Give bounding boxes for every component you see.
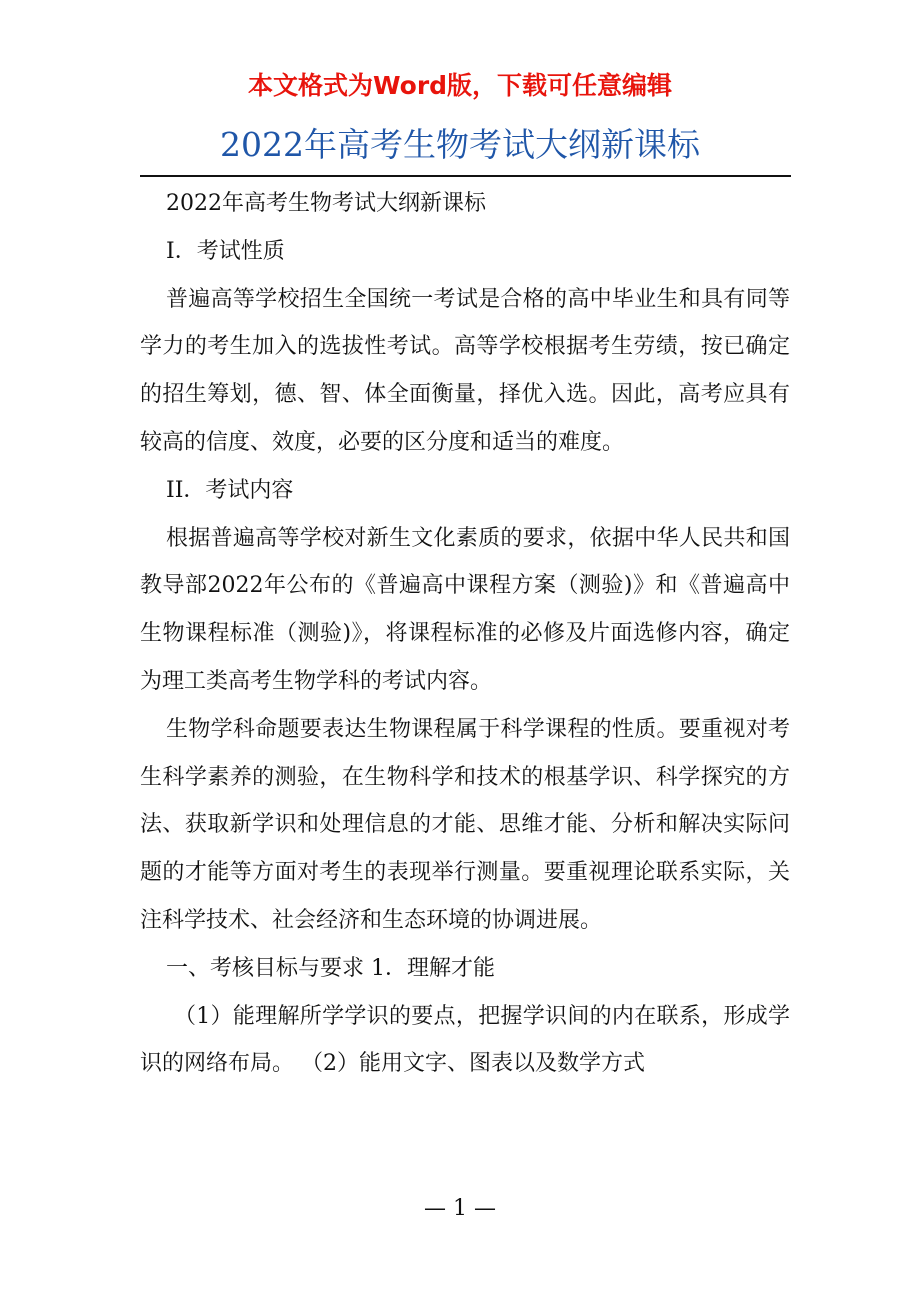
format-notice: 本文格式为Word版，下载可任意编辑 bbox=[247, 71, 673, 100]
paragraph-exam-content: 根据普遍高等学校对新生文化素质的要求，依据中华人民共和国教导部2022年公布的《普遍高中课程方案（测验)》和《普遍高中生物课程标准（测验)》，将课程标准的必修及片面选修内容，确定为理工类高考生物学科的考试内容。 bbox=[140, 525, 790, 694]
paragraph-exam-nature: 普遍高等学校招生全国统一考试是合格的高中毕业生和具有同等学力的考生加入的选拔性考试。高等学校根据考生劳绩，按已确定的招生筹划，德、智、体全面衡量，择优入选。因此，高考应具有较高的信度、效度，必要的区分度和适当的难度。 bbox=[140, 286, 790, 455]
header-divider bbox=[140, 175, 791, 177]
paragraph-biology-requirements: 生物学科命题要表达生物课程属于科学课程的性质。要重视对考生科学素养的测验，在生物科学和技术的根基学识、科学探究的方法、获取新学识和处理信息的才能、思维才能、分析和解决实际问题的才能等方面对考生的表现举行测量。要重视理论联系实际，关注科学技术、社会经济和生态环境的协调进展。 bbox=[140, 716, 790, 933]
section-heading-exam-content: II．考试内容 bbox=[166, 477, 294, 503]
section-heading-exam-nature: I．考试性质 bbox=[166, 238, 285, 264]
body-heading: 2022年高考生物考试大纲新课标 bbox=[166, 191, 486, 216]
page-number: — 1 — bbox=[424, 1196, 496, 1221]
paragraph-understanding-ability: （1）能理解所学学识的要点，把握学识间的内在联系，形成学识的网络布局。 （2）能用文字、图表以及数学方式 bbox=[140, 1003, 790, 1077]
document-body bbox=[140, 180, 790, 1088]
section-heading-assessment-goals: 一、考核目标与要求 1．理解才能 bbox=[166, 955, 495, 981]
document-title: 2022年高考生物考试大纲新课标 bbox=[220, 125, 700, 164]
